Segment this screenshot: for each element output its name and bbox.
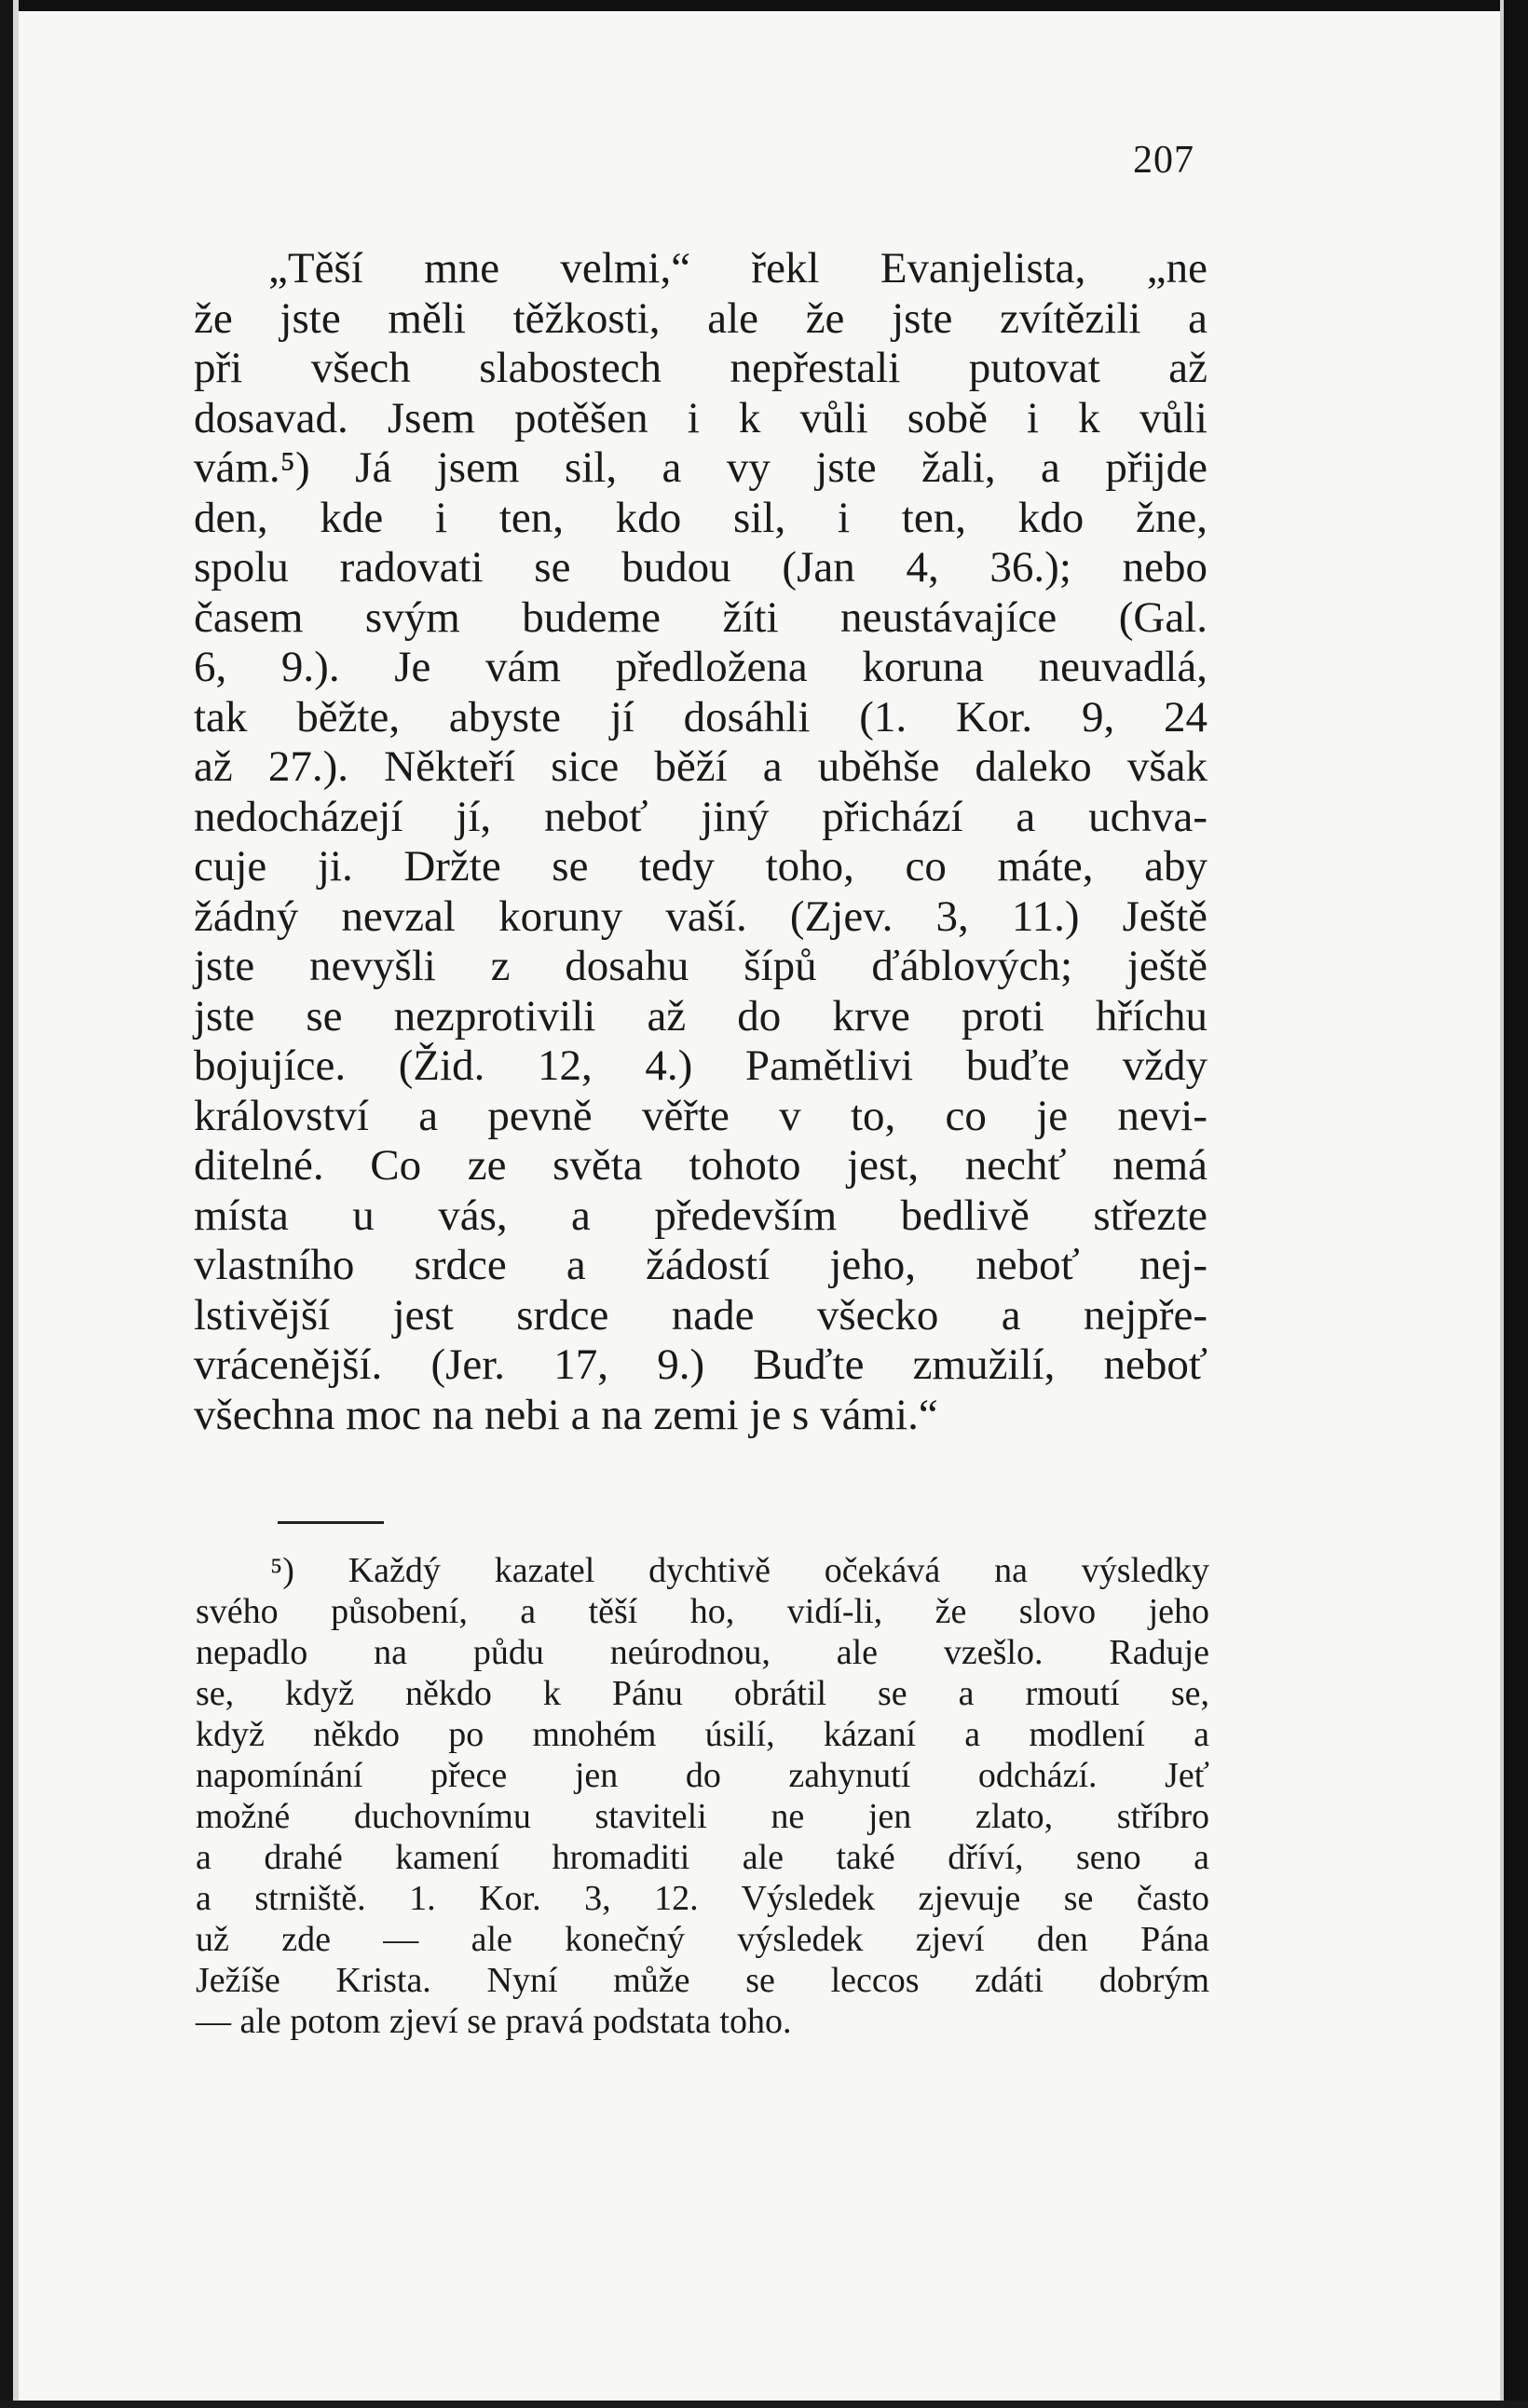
text-line: místa u vás, a především bedlivě střezte [194, 1190, 1207, 1240]
text-line: všechna moc na nebi a na zemi je s vámi.“ [194, 1390, 938, 1439]
text-line: vlastního srdce a žádostí jeho, neboť nej- [194, 1241, 1207, 1289]
scan-edge-bottom [0, 2401, 1528, 2408]
text-line: dosavad. Jsem potěšen i k vůli sobě i k vůli [194, 393, 1207, 442]
footnote-line: když někdo po mnohém úsilí, kázaní a modlení a [196, 1715, 1209, 1754]
text-line: den, kde i ten, kdo sil, i ten, kdo žne, [194, 493, 1207, 542]
text-line: jste nevyšli z dosahu šípů ďáblových; ještě [194, 942, 1207, 990]
main-text-block [194, 244, 1207, 1440]
footnote-line: možné duchovnímu staviteli ne jen zlato, stříbro [196, 1797, 1209, 1836]
footnote-line: napomínání přece jen do zahynutí odchází. Jeť [196, 1756, 1209, 1795]
footnote-line: svého působení, a těší ho, vidí-li, že slovo jeho [196, 1592, 1209, 1631]
footnote-line: ⁵) Každý kazatel dychtivě očekává na výsledky [270, 1551, 1209, 1590]
footnote-line: — ale potom zjeví se pravá podstata toho. [196, 2002, 792, 2041]
text-line: bojujíce. (Žid. 12, 4.) Pamětlivi buďte vždy [194, 1041, 1207, 1090]
scan-edge-right [1504, 0, 1528, 2408]
footnote-block [196, 1550, 1209, 2042]
text-line: 6, 9.). Je vám předložena koruna neuvadlá, [194, 643, 1207, 691]
text-line: vám.⁵) Já jsem sil, a vy jste žali, a přijde [194, 443, 1207, 492]
text-line: časem svým budeme žíti neustávajíce (Gal. [194, 592, 1207, 642]
scan-edge-top [0, 0, 1528, 11]
text-line: jste se nezprotivili až do krve proti hříchu [194, 991, 1207, 1041]
text-line: tak běžte, abyste jí dosáhli (1. Kor. 9, 24 [194, 692, 1207, 741]
text-line: při všech slabostech nepřestali putovat až [194, 344, 1207, 392]
text-line: vrácenější. (Jer. 17, 9.) Buďte zmužilí, neboť [194, 1340, 1207, 1389]
scan-edge-right-shadow [1500, 0, 1504, 2408]
footnote-separator [278, 1521, 384, 1524]
text-line: ditelné. Co ze světa tohoto jest, nechť nemá [194, 1141, 1207, 1190]
text-line: cuje ji. Držte se tedy toho, co máte, aby [194, 842, 1207, 891]
footnote-line: už zde — ale konečný výsledek zjeví den Pána [196, 1920, 1209, 1959]
text-line: spolu radovati se budou (Jan 4, 36.); nebo [194, 543, 1207, 592]
footnote-line: se, když někdo k Pánu obrátil se a rmoutí se, [196, 1674, 1209, 1713]
footnote-line: nepadlo na půdu neúrodnou, ale vzešlo. Raduje [196, 1633, 1209, 1672]
text-line: lstivější jest srdce nade všecko a nejpře- [194, 1290, 1207, 1340]
text-line: nedocházejí jí, neboť jiný přichází a uchva- [194, 792, 1207, 841]
text-line: až 27.). Někteří sice běží a uběhše daleko však [194, 742, 1207, 791]
footnote-line: a strniště. 1. Kor. 3, 12. Výsledek zjevuje se často [196, 1879, 1209, 1918]
text-line: že jste měli těžkosti, ale že jste zvítězili a [194, 293, 1207, 343]
scan-edge-left-shadow [13, 0, 19, 2408]
scan-edge-left [0, 0, 13, 2408]
page-number: 207 [1133, 139, 1194, 182]
footnote-line: a drahé kamení hromaditi ale také dříví, seno a [196, 1838, 1209, 1877]
text-line: žádný nevzal koruny vaší. (Zjev. 3, 11.) Ještě [194, 891, 1207, 941]
text-line: „Těší mne velmi,“ řekl Evanjelista, „ne [268, 244, 1207, 292]
footnote-line: Ježíše Krista. Nyní může se leccos zdáti dobrým [196, 1961, 1209, 2000]
text-line: království a pevně věřte v to, co je nevi- [194, 1091, 1207, 1140]
